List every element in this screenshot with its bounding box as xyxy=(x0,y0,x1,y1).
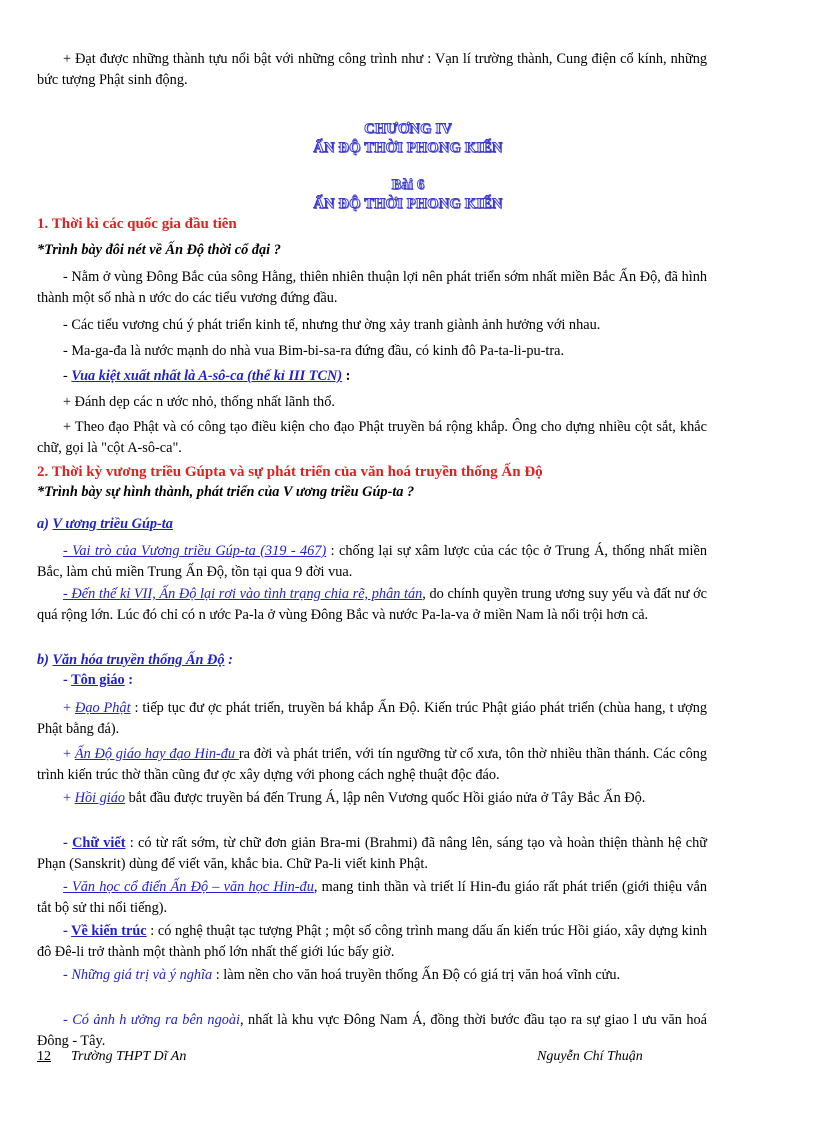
intro-text: + Đạt được những thành tựu nổi bật với những công trình như : Vạn lí trường thành, Cung điện cổ kính, những bức tượng Phật sinh động. xyxy=(37,51,707,88)
influence-paragraph xyxy=(37,1010,707,1052)
buddhism-link[interactable]: Đạo Phật xyxy=(75,700,131,716)
influence-text: , nhất là khu vực Đông Nam Á, đồng thời bước đầu tạo ra sự giao l ưu văn hoá Đông - Tây. xyxy=(37,1012,707,1049)
literature-paragraph xyxy=(37,877,707,919)
script-link[interactable]: Chữ viết xyxy=(72,835,126,851)
islam-text: bắt đầu được truyền bá đến Trung Á, lập nên Vương quốc Hồi giáo nửa ở Tây Bắc Ấn Độ. xyxy=(125,790,646,806)
section1-paragraph-5: + Theo đạo Phật và có công tạo điều kiện cho đạo Phật truyền bá rộng khắp. Ông cho dựng nhiều cột sắt, khắc chữ, gọi là "cột A-sô-ca". xyxy=(37,419,707,456)
section1-paragraph-2: - Các tiểu vương chú ý phát triển kinh tế, nhưng thư ờng xảy tranh giành ảnh hưởng với nhau. xyxy=(63,317,601,333)
architecture-paragraph xyxy=(37,921,707,963)
section1-paragraph-3: - Ma-ga-đa là nước mạnh do nhà vua Bim-bi-sa-ra đứng đầu, có kinh đô Pa-ta-li-pu-tra. xyxy=(63,343,565,359)
literature-text: , mang tinh thần và triết lí Hin-đu giáo rất phát triển (giới thiệu vắn tắt bộ sử thi nổi tiếng). xyxy=(37,879,707,916)
islam-link[interactable]: Hồi giáo xyxy=(74,790,126,806)
plus: + xyxy=(63,700,75,716)
dash: - xyxy=(63,672,72,688)
hinduism-text: ra đời và phát triển, với tín ngưỡng từ cổ xưa, tôn thờ nhiều thần thánh. Các công trình kiến trúc thờ thần cũng đư ợc xây dựng với phong cách nghệ thuật độc đáo. xyxy=(37,746,708,783)
section2-question: *Trình bày sự hình thành, phát triển của V ương triều Gúp-ta ? xyxy=(37,484,415,500)
religion-link[interactable]: Tôn giáo xyxy=(71,672,125,688)
architecture-text: : có nghệ thuật tạc tượng Phật ; một số công trình mang dấu ấn kiến trúc Hồi giáo, xây dựng kinh đô Đê-li trở thành một thành phố lớn nhất thế giới lúc bấy giờ. xyxy=(37,923,708,960)
gupta-role-link[interactable]: - Vai trò của Vương triều Gúp-ta (319 - 467) xyxy=(63,543,327,559)
colon: : xyxy=(342,368,351,384)
section1-paragraph-4: + Đánh dẹp các n ước nhỏ, thống nhất lãnh thổ. xyxy=(63,394,335,410)
dash: - xyxy=(63,835,73,851)
section1-paragraph-1: - Nằm ở vùng Đông Bắc của sông Hằng, thiên nhiên thuận lợi nên phát triển sớm nhất miền Bắc Ấn Độ, đã hình thành một số nhà n ước do các tiểu vương đứng đầu. xyxy=(37,269,707,306)
colon: : xyxy=(124,672,134,688)
section1-heading: 1. Thời kì các quốc gia đầu tiên xyxy=(37,216,237,232)
gupta-role-paragraph xyxy=(37,541,707,583)
footer-school: Trường THPT Dĩ An xyxy=(71,1049,187,1064)
dash: - xyxy=(63,368,72,384)
subsection-b-link[interactable]: Văn hóa truyền thống Ấn Độ xyxy=(52,652,225,668)
literature-link[interactable]: - Văn học cổ điển Ấn Độ – văn học Hin-đu xyxy=(63,879,314,895)
division-paragraph xyxy=(37,584,707,626)
script-paragraph xyxy=(37,833,707,875)
page-footer xyxy=(37,1049,707,1069)
values-paragraph xyxy=(37,965,707,986)
plus: + xyxy=(63,746,75,762)
religion-line xyxy=(37,670,707,691)
section1-question: *Trình bày đôi nét về Ấn Độ thời cổ đại ? xyxy=(37,242,281,258)
dash: - xyxy=(63,923,72,939)
subsection-b-heading xyxy=(37,650,233,670)
architecture-link[interactable]: Về kiến trúc xyxy=(71,923,147,939)
king-heading-link[interactable]: Vua kiệt xuất nhất là A-sô-ca (thế kỉ III TCN) xyxy=(71,368,343,384)
division-text: , do chính quyền trung ương suy yếu và đất nư ớc quá rộng lớn. Lúc đó chỉ có n ước Pa-la ở vùng Đông Bắc và nước Pa-la-va ở miền Nam là nổi trội hơn cả. xyxy=(37,586,707,623)
gupta-role-text: : chống lại sự xâm lược của các tộc ở Trung Á, thống nhất miền Bắc, làm chủ miền Trung Ấn Độ, tồn tại qua 9 đời vua. xyxy=(37,543,707,580)
lesson-title: ẤN ĐỘ THỜI PHONG KIẾN xyxy=(313,196,503,212)
intro-paragraph xyxy=(37,49,707,91)
chapter-label: CHƯƠNG IV xyxy=(364,121,452,137)
values-label: - Những giá trị và ý nghĩa xyxy=(63,967,213,983)
lesson-label: Bài 6 xyxy=(391,177,425,193)
islam-paragraph xyxy=(37,788,707,809)
hinduism-paragraph xyxy=(37,744,707,786)
buddhism-paragraph xyxy=(37,698,707,740)
subsection-a-heading xyxy=(37,514,173,534)
division-link[interactable]: - Đến thế kỉ VII, Ấn Độ lại rơi vào tình trạng chia rẽ, phân tán xyxy=(63,586,423,602)
subsection-a-prefix: a) xyxy=(37,516,53,532)
chapter-title: ẤN ĐỘ THỜI PHONG KIẾN xyxy=(313,140,503,156)
colon: : xyxy=(224,652,233,668)
hinduism-link[interactable]: Ấn Độ giáo hay đạo Hin-đu xyxy=(74,746,239,762)
subsection-b-prefix: b) xyxy=(37,652,53,668)
plus: + xyxy=(63,790,75,806)
king-heading-line xyxy=(37,366,707,387)
influence-label: - Có ảnh h ưởng ra bên ngoài xyxy=(63,1012,240,1028)
subsection-a-link[interactable]: V ương triều Gúp-ta xyxy=(52,516,173,532)
page-number: 12 xyxy=(37,1049,51,1064)
buddhism-text: : tiếp tục đư ợc phát triển, truyền bá khắp Ấn Độ. Kiến trúc Phật giáo phát triển (chùa hang, t ượng Phật bằng đá). xyxy=(37,700,707,737)
footer-author: Nguyễn Chí Thuận xyxy=(537,1049,643,1064)
values-text: : làm nền cho văn hoá truyền thống Ấn Độ có giá trị văn hoá vĩnh cửu. xyxy=(212,967,621,983)
script-text: : có từ rất sớm, từ chữ đơn giản Bra-mi (Brahmi) đã nâng lên, sáng tạo và hoàn thiện thành hệ chữ Phạn (Sanskrit) dùng để viết văn, khắc bia. Chữ Pa-li viết kinh Phật. xyxy=(37,835,707,872)
section2-heading: 2. Thời kỳ vương triều Gúpta và sự phát triển của văn hoá truyền thống Ấn Độ xyxy=(37,464,543,480)
